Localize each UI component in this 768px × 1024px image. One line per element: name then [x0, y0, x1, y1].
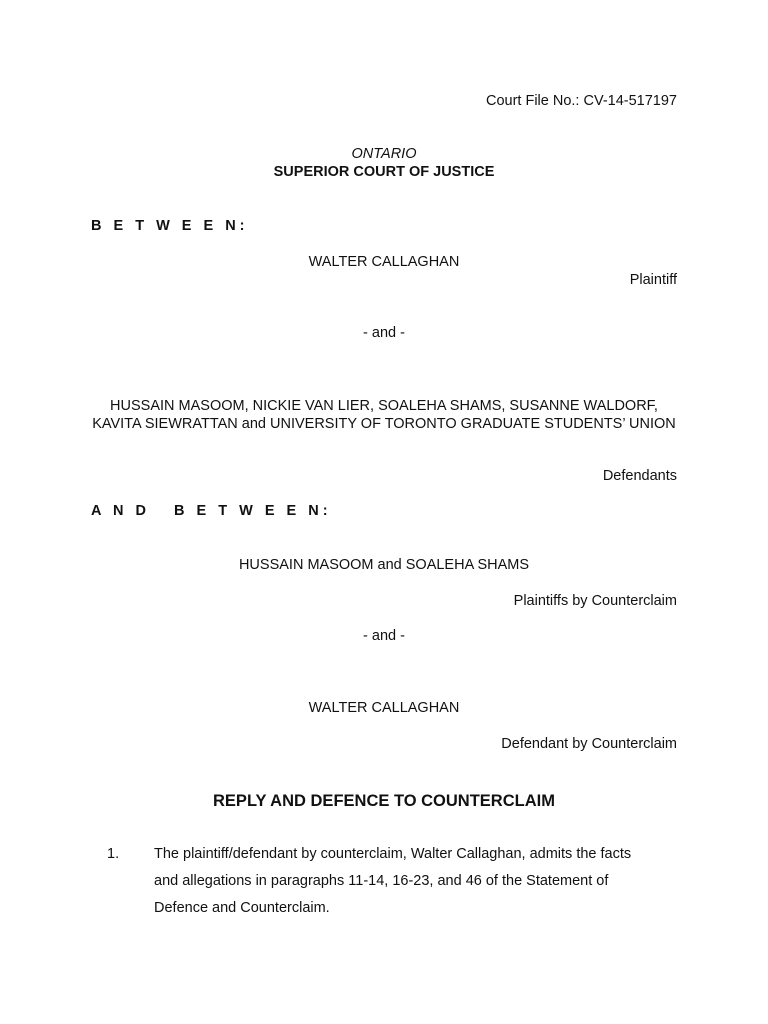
counterclaim-defendant-name: WALTER CALLAGHAN [308, 700, 460, 716]
and-between-heading: A N D B E T W E E N: [91, 503, 332, 519]
jurisdiction: ONTARIO [351, 146, 417, 162]
counterclaim-defendant-role: Defendant by Counterclaim [501, 736, 677, 752]
counterclaim-plaintiffs-role: Plaintiffs by Counterclaim [513, 593, 677, 609]
court-name: SUPERIOR COURT OF JUSTICE [273, 164, 495, 180]
and-separator: - and - [363, 325, 405, 341]
plaintiff-role: Plaintiff [629, 272, 677, 288]
paragraph-text: The plaintiff/defendant by counterclaim, Walter Callaghan, admits the facts and allegations in paragraphs 11-14, 16-23, and 46 of the Statement of Defence and Counterclaim. [154, 846, 632, 916]
document-title: REPLY AND DEFENCE TO COUNTERCLAIM [213, 792, 555, 810]
between-heading: B E T W E E N: [91, 218, 249, 234]
and-separator-2: - and - [363, 628, 405, 644]
court-file-number: Court File No.: CV-14-517197 [485, 93, 677, 109]
paragraph-number: 1. [107, 846, 120, 862]
counterclaim-plaintiffs-names: HUSSAIN MASOOM and SOALEHA SHAMS [238, 557, 530, 573]
plaintiff-name: WALTER CALLAGHAN [308, 254, 460, 270]
defendants-names: HUSSAIN MASOOM, NICKIE VAN LIER, SOALEHA SHAMS, SUSANNE WALDORF, KAVITA SIEWRATTAN and UNIVERSITY OF TORONTO GRADUATE STUDENTS’ UNION [92, 398, 676, 432]
defendants-role: Defendants [602, 468, 677, 484]
